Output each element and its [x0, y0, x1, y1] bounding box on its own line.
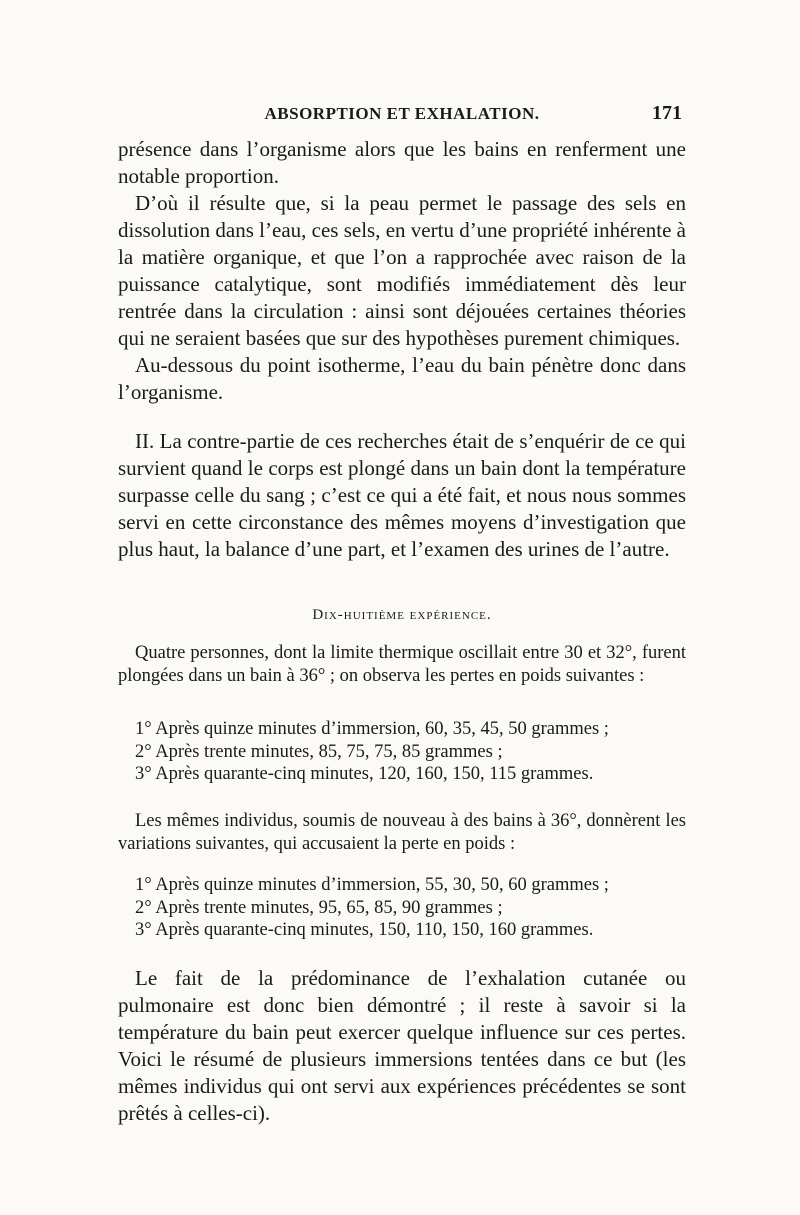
opening-paragraphs	[118, 136, 686, 406]
experiment-list-two	[118, 874, 686, 942]
experiment-list-one	[118, 718, 686, 786]
paragraph-salts: D’où il résulte que, si la peau permet le passage des sels en dissolution dans l’eau, ces sels, en vertu d’une propriété inhérente à la matière organique, et que l’on a rapprochée avec raison de la puissance catalytique, sont modifiés immédiatement dès leur rentrée dans la circulation : ainsi sont déjouées certaines théories qui ne seraient basées que sur des hypothèses purement chimiques.	[118, 191, 686, 350]
page-header	[118, 100, 686, 130]
experiment-intro	[118, 642, 686, 687]
experiment-heading: Dix-huitième expérience.	[312, 607, 492, 623]
page-number: 171	[652, 102, 682, 124]
section-two	[118, 428, 686, 563]
list-item: 2° Après trente minutes, 85, 75, 75, 85 grammes ;	[135, 741, 503, 762]
experiment-middle	[118, 810, 686, 855]
measurement-list	[118, 718, 686, 786]
list-item: 1° Après quinze minutes d’immersion, 60, 35, 45, 50 grammes ;	[135, 719, 609, 739]
running-title: ABSORPTION ET EXHALATION.	[264, 104, 540, 123]
list-item: 3° Après quarante-cinq minutes, 120, 160, 150, 115 grammes.	[135, 764, 594, 784]
list-item: 3° Après quarante-cinq minutes, 150, 110, 150, 160 grammes.	[135, 920, 594, 940]
experiment-middle-text: Les mêmes individus, soumis de nouveau à des bains à 36°, donnèrent les variations suivantes, qui accusaient la perte en poids :	[118, 811, 686, 854]
paragraph-isotherm: Au-dessous du point isotherme, l’eau du bain pénètre donc dans l’organisme.	[118, 353, 686, 404]
experiment-intro-text: Quatre personnes, dont la limite thermique oscillait entre 30 et 32°, furent plongées dans un bain à 36° ; on observa les pertes en poids suivantes :	[118, 643, 686, 686]
measurement-list	[118, 874, 686, 942]
paragraph-continuation: présence dans l’organisme alors que les bains en renferment une notable proportion.	[118, 137, 686, 188]
list-item: 1° Après quinze minutes d’immersion, 55, 30, 50, 60 grammes ;	[135, 875, 609, 895]
conclusion	[118, 965, 686, 1127]
paragraph-section-two: II. La contre-partie de ces recherches était de s’enquérir de ce qui survient quand le corps est plongé dans un bain dont la température surpasse celle du sang ; c’est ce qui a été fait, et nous nous sommes servi en cette circonstance des mêmes moyens d’investigation que plus haut, la balance d’une part, et l’examen des urines de l’autre.	[118, 429, 686, 561]
paragraph-conclusion: Le fait de la prédominance de l’exhalation cutanée ou pulmonaire est donc bien démontré ; il reste à savoir si la température du bain peut exercer quelque influence sur ces pertes. Voici le résumé de plusieurs immersions tentées dans ce but (les mêmes individus qui ont servi aux expériences précédentes se sont prêtés à celles-ci).	[118, 966, 686, 1125]
list-item: 2° Après trente minutes, 95, 65, 85, 90 grammes ;	[135, 897, 503, 918]
